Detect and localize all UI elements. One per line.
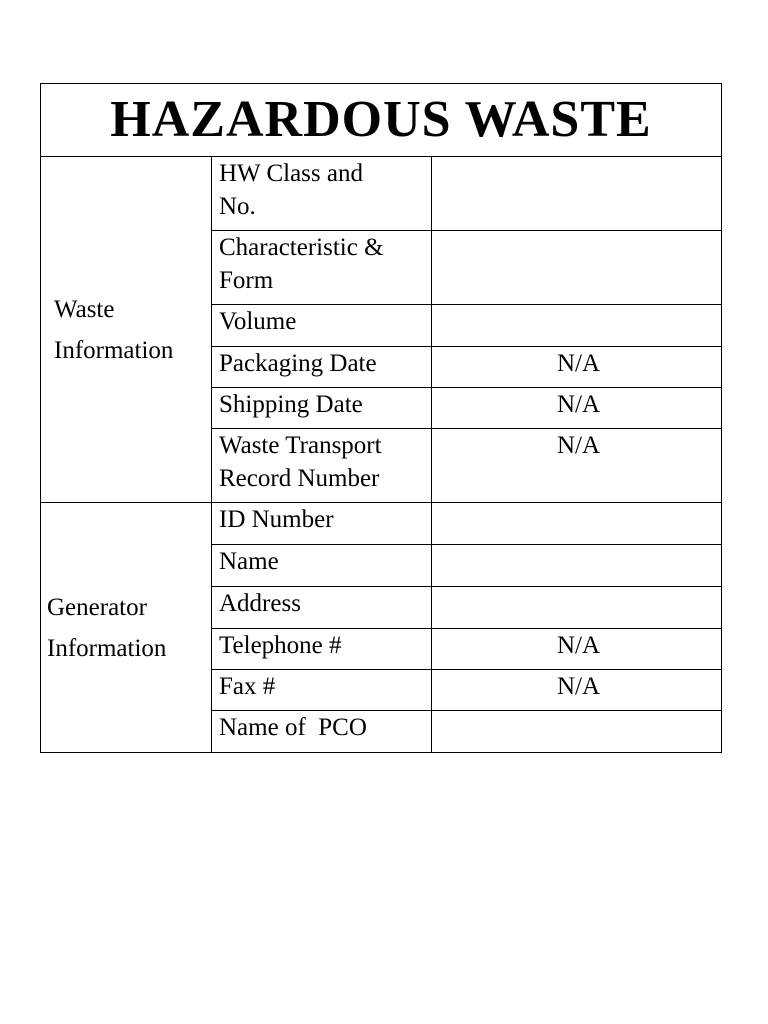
id-number-label: ID Number xyxy=(212,503,432,545)
address-value[interactable] xyxy=(432,587,722,629)
waste-information-group-label xyxy=(41,157,212,503)
waste-transport-record-value[interactable] xyxy=(432,429,722,503)
field-value: N/A xyxy=(556,632,601,659)
fax-value[interactable] xyxy=(432,670,722,711)
group-label-line: Waste xyxy=(54,295,115,323)
id-number-value[interactable] xyxy=(432,503,722,545)
table-row xyxy=(41,503,722,545)
telephone-label: Telephone # xyxy=(212,629,432,670)
group-label-line: Generator xyxy=(47,593,147,621)
label-line: No. xyxy=(219,193,256,220)
table-row xyxy=(41,157,722,231)
title-row xyxy=(41,84,722,157)
form-title: HAZARDOUS WASTE xyxy=(110,91,652,148)
pco-name-label: Name of PCO xyxy=(212,711,432,753)
name-label: Name xyxy=(212,545,432,587)
group-label-line: Information xyxy=(47,634,167,662)
title-cell xyxy=(41,84,722,157)
field-value: N/A xyxy=(556,673,601,700)
generator-information-group-label xyxy=(41,503,212,753)
hw-class-label xyxy=(212,157,432,231)
fax-label: Fax # xyxy=(212,670,432,711)
characteristic-form-label xyxy=(212,231,432,305)
hw-class-value[interactable] xyxy=(432,157,722,231)
characteristic-form-value[interactable] xyxy=(432,231,722,305)
packaging-date-label: Packaging Date xyxy=(212,347,432,388)
field-value: N/A xyxy=(556,350,601,377)
label-line: Waste Transport xyxy=(219,432,382,459)
packaging-date-value[interactable] xyxy=(432,347,722,388)
group-label-line: Information xyxy=(54,336,174,364)
waste-transport-record-label xyxy=(212,429,432,503)
label-line: Form xyxy=(219,267,274,294)
field-value: N/A xyxy=(556,391,601,418)
volume-value[interactable] xyxy=(432,305,722,347)
telephone-value[interactable] xyxy=(432,629,722,670)
field-value: N/A xyxy=(556,432,601,459)
shipping-date-label: Shipping Date xyxy=(212,388,432,429)
address-label: Address xyxy=(212,587,432,629)
label-line: Characteristic & xyxy=(219,234,384,261)
shipping-date-value[interactable] xyxy=(432,388,722,429)
label-line: HW Class and xyxy=(219,160,363,187)
volume-label: Volume xyxy=(212,305,432,347)
label-line: Record Number xyxy=(219,465,380,492)
pco-name-value[interactable] xyxy=(432,711,722,753)
hazardous-waste-form xyxy=(40,83,722,753)
name-value[interactable] xyxy=(432,545,722,587)
